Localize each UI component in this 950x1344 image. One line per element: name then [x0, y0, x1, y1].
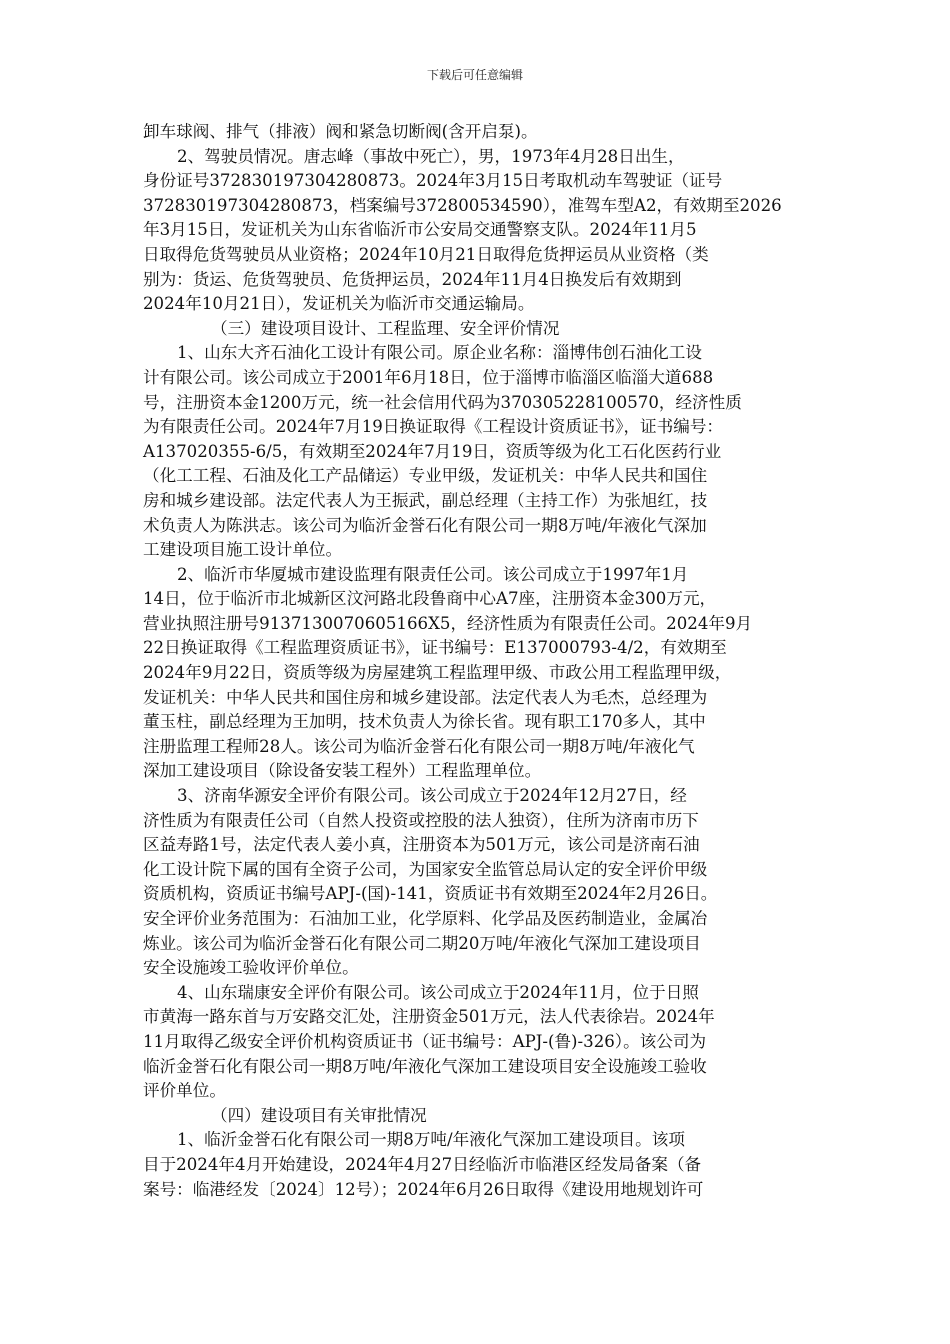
text-line: 1、山东大齐石油化工设计有限公司。原企业名称：淄博伟创石油化工设 [177, 343, 702, 363]
text-line: 卸车球阀、排气（排液）阀和紧急切断阀(含开启泵)。 [143, 122, 538, 141]
text-line: 2、驾驶员情况。唐志峰（事故中死亡），男，1973年4月28日出生， [177, 146, 685, 166]
text-line: 深加工建设项目（除设备安装工程外）工程监理单位。 [143, 761, 542, 781]
text-line: A137020355-6/5，有效期至2024年7月19日，资质等级为化工石化医药行业 [143, 441, 722, 461]
document-body [143, 120, 823, 1202]
text-line: （四）建设项目有关审批情况 [211, 1105, 427, 1125]
text-line: 为有限责任公司。2024年7月19日换证取得《工程设计资质证书》，证书编号： [143, 417, 724, 437]
text-line: 14日，位于临沂市北城新区汶河路北段鲁商中心A7座，注册资本金300万元， [143, 589, 717, 609]
text-line: 化工设计院下属的国有全资子公司，为国家安全监管总局认定的安全评价甲级 [143, 859, 708, 879]
text-line: 注册监理工程师28人。该公司为临沂金誉石化有限公司一期8万吨/年液化气 [143, 736, 695, 756]
text-line: 济性质为有限责任公司（自然人投资或控股的法人独资），住所为济南市历下 [143, 810, 699, 830]
text-line: 22日换证取得《工程监理资质证书》，证书编号：E137000793-4/2，有效期至 [143, 638, 727, 658]
page-header: 下载后可任意编辑 [426, 68, 523, 82]
text-line: （化工工程、石油及化工产品储运）专业甲级，发证机关：中华人民共和国住 [143, 466, 708, 486]
text-line: 身份证号372830197304280873。2024年3月15日考取机动车驾驶证（证号 [143, 171, 723, 191]
text-line: 安全设施竣工验收评价单位。 [143, 958, 359, 978]
text-line: 2024年9月22日，资质等级为房屋建筑工程监理甲级、市政公用工程监理甲级， [143, 663, 732, 683]
text-line: 1、临沂金誉石化有限公司一期8万吨/年液化气深加工建设项目。该项 [177, 1130, 685, 1150]
text-line: 董玉柱，副总经理为王加明，技术负责人为徐长省。现有职工170多人，其中 [143, 712, 706, 732]
text-line: 别为：货运、危货驾驶员、危货押运员，2024年11月4日换发后有效期到 [143, 269, 682, 289]
text-line: 2024年10月21日），发证机关为临沂市交通运输局。 [143, 294, 535, 314]
text-line: 营业执照注册号9137130070605166X5，经济性质为有限责任公司。2024年9月 [143, 613, 753, 633]
text-line: 房和城乡建设部。法定代表人为王振武，副总经理（主持工作）为张旭红，技 [143, 490, 708, 510]
text-line: 372830197304280873，档案编号372800534590），准驾车型A2，有效期至2026 [143, 195, 782, 215]
text-line: 工建设项目施工设计单位。 [143, 540, 343, 560]
text-line: 日取得危货驾驶员从业资格；2024年10月21日取得危货押运员从业资格（类 [143, 244, 709, 264]
text-line: 炼业。该公司为临沂金誉石化有限公司二期20万吨/年液化气深加工建设项目 [143, 933, 701, 953]
text-line: 目于2024年4月开始建设，2024年4月27日经临沂市临港区经发局备案（备 [143, 1154, 702, 1174]
text-line: 计有限公司。该公司成立于2001年6月18日，位于淄博市临淄区临淄大道688 [143, 367, 714, 387]
text-line: 4、山东瑞康安全评价有限公司。该公司成立于2024年11月，位于日照 [177, 982, 699, 1002]
text-line: （三）建设项目设计、工程监理、安全评价情况 [211, 318, 560, 338]
text-line: 术负责人为陈洪志。该公司为临沂金誉石化有限公司一期8万吨/年液化气深加 [143, 515, 707, 535]
text-line: 案号：临港经发〔2024〕12号）；2024年6月26日取得《建设用地规划许可 [143, 1179, 704, 1199]
text-line: 号，注册资本金1200万元，统一社会信用代码为370305228100570，经济性质 [143, 392, 742, 412]
text-line: 2、临沂市华厦城市建设监理有限责任公司。该公司成立于1997年1月 [177, 564, 689, 584]
text-line: 评价单位。 [143, 1081, 226, 1101]
text-line: 年3月15日，发证机关为山东省临沂市公安局交通警察支队。2024年11月5 [143, 220, 697, 240]
text-line: 11月取得乙级安全评价机构资质证书（证书编号：APJ-(鲁)-326）。该公司为 [143, 1031, 707, 1051]
text-line: 区益寿路1号，法定代表人姜小真，注册资本为501万元，该公司是济南石油 [143, 835, 700, 855]
text-line: 临沂金誉石化有限公司一期8万吨/年液化气深加工建设项目安全设施竣工验收 [143, 1056, 707, 1076]
text-line: 3、济南华源安全评价有限公司。该公司成立于2024年12月27日，经 [177, 786, 687, 806]
text-line: 发证机关：中华人民共和国住房和城乡建设部。法定代表人为毛杰，总经理为 [143, 687, 708, 707]
text-line: 安全评价业务范围为：石油加工业，化学原料、化学品及医药制造业，金属冶 [143, 909, 708, 928]
text-line: 资质机构，资质证书编号APJ-(国)-141，资质证书有效期至2024年2月26日。 [143, 884, 718, 904]
text-line: 市黄海一路东首与万安路交汇处，注册资金501万元，法人代表徐岩。2024年 [143, 1007, 715, 1027]
